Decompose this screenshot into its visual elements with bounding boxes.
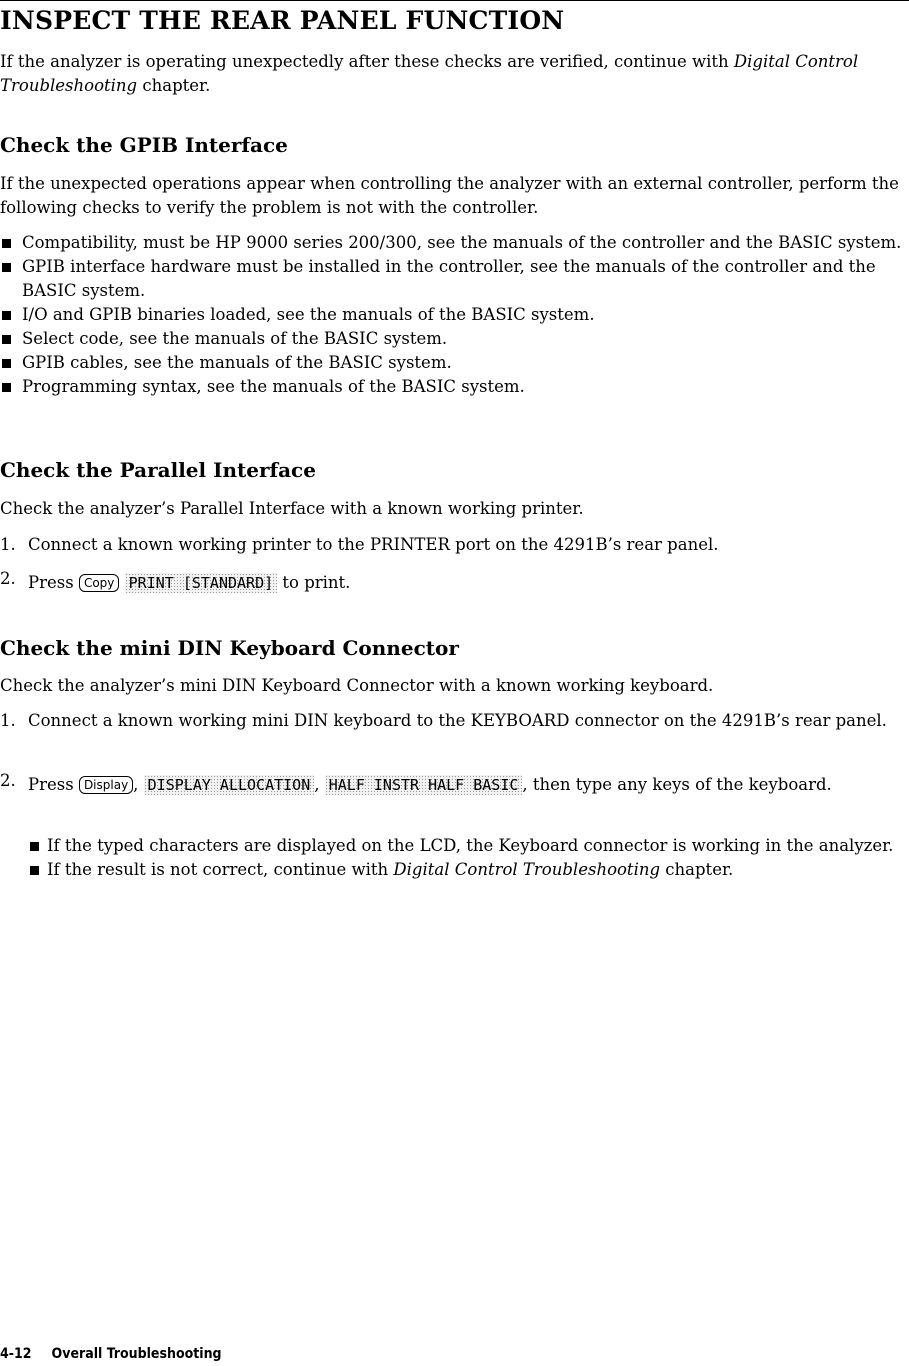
step-text-end: , then type any keys of the keyboard.: [522, 775, 832, 794]
page-footer: [0, 1346, 222, 1362]
page-number: 4-12: [0, 1346, 32, 1362]
step-number: 1.: [0, 535, 16, 554]
separator: ,: [133, 775, 144, 794]
step-text: Press: [28, 573, 79, 592]
step-text: Connect a known working mini DIN keyboard to the KEYBOARD connector on the 4291B’s rear panel.: [28, 711, 887, 730]
top-rule: [0, 0, 909, 1]
parallel-step-1: [0, 533, 905, 557]
list-item: Compatibility, must be HP 9000 series 200/300, see the manuals of the controller and the BASIC system.: [0, 231, 905, 255]
step-number: 1.: [0, 711, 16, 730]
half-instr-half-basic-softkey: HALF INSTR HALF BASIC: [325, 775, 523, 795]
intro-text-end: chapter.: [137, 76, 211, 95]
gpib-checklist: [0, 231, 905, 399]
list-item: If the typed characters are displayed on the LCD, the Keyboard connector is working in the analyzer.: [0, 834, 905, 858]
keyboard-intro: [0, 674, 905, 698]
parallel-step-2: [0, 571, 905, 595]
keyboard-step-1: [0, 709, 905, 733]
keyboard-result-list: [0, 834, 905, 882]
step-number: 2.: [0, 569, 16, 588]
list-item-text-end: chapter.: [660, 860, 734, 879]
page-title: INSPECT THE REAR PANEL FUNCTION: [0, 6, 565, 35]
step-text: Connect a known working printer to the PRINTER port on the 4291B’s rear panel.: [28, 535, 719, 554]
step-text-end: to print.: [277, 573, 351, 592]
copy-key: Copy: [79, 574, 119, 592]
gpib-intro-text: If the unexpected operations appear when controlling the analyzer with an external controller, perform the following checks to verify the problem is not with the controller.: [0, 174, 899, 217]
keyboard-heading: Check the mini DIN Keyboard Connector: [0, 636, 459, 660]
footer-section: Overall Troubleshooting: [51, 1346, 222, 1362]
parallel-intro-text: Check the analyzer’s Parallel Interface with a known working printer.: [0, 499, 584, 518]
intro-text: If the analyzer is operating unexpectedly after these checks are verified, continue with: [0, 52, 734, 71]
display-allocation-softkey: DISPLAY ALLOCATION: [144, 775, 315, 795]
list-item: I/O and GPIB binaries loaded, see the manuals of the BASIC system.: [0, 303, 905, 327]
print-standard-softkey: PRINT [STANDARD]: [125, 573, 278, 593]
keyboard-intro-text: Check the analyzer’s mini DIN Keyboard Connector with a known working keyboard.: [0, 676, 714, 695]
gpib-intro: [0, 172, 905, 220]
list-item: Select code, see the manuals of the BASIC system.: [0, 327, 905, 351]
keyboard-step-2: [0, 773, 905, 797]
list-item: Programming syntax, see the manuals of the BASIC system.: [0, 375, 905, 399]
display-key: Display: [79, 776, 133, 794]
gpib-heading: Check the GPIB Interface: [0, 133, 288, 157]
list-item-text: If the result is not correct, continue with: [47, 860, 394, 879]
list-item: [0, 858, 905, 882]
parallel-intro: [0, 497, 905, 521]
intro-chapter-ref: Digital Control Troubleshooting: [0, 52, 859, 95]
step-text: Press: [28, 775, 79, 794]
parallel-heading: Check the Parallel Interface: [0, 458, 316, 482]
step-number: 2.: [0, 771, 16, 790]
list-item: GPIB interface hardware must be installed in the controller, see the manuals of the controller and the BASIC system.: [0, 255, 905, 303]
separator: ,: [314, 775, 325, 794]
list-item: GPIB cables, see the manuals of the BASIC system.: [0, 351, 905, 375]
chapter-ref: Digital Control Troubleshooting: [393, 860, 661, 879]
intro-paragraph: [0, 50, 905, 98]
